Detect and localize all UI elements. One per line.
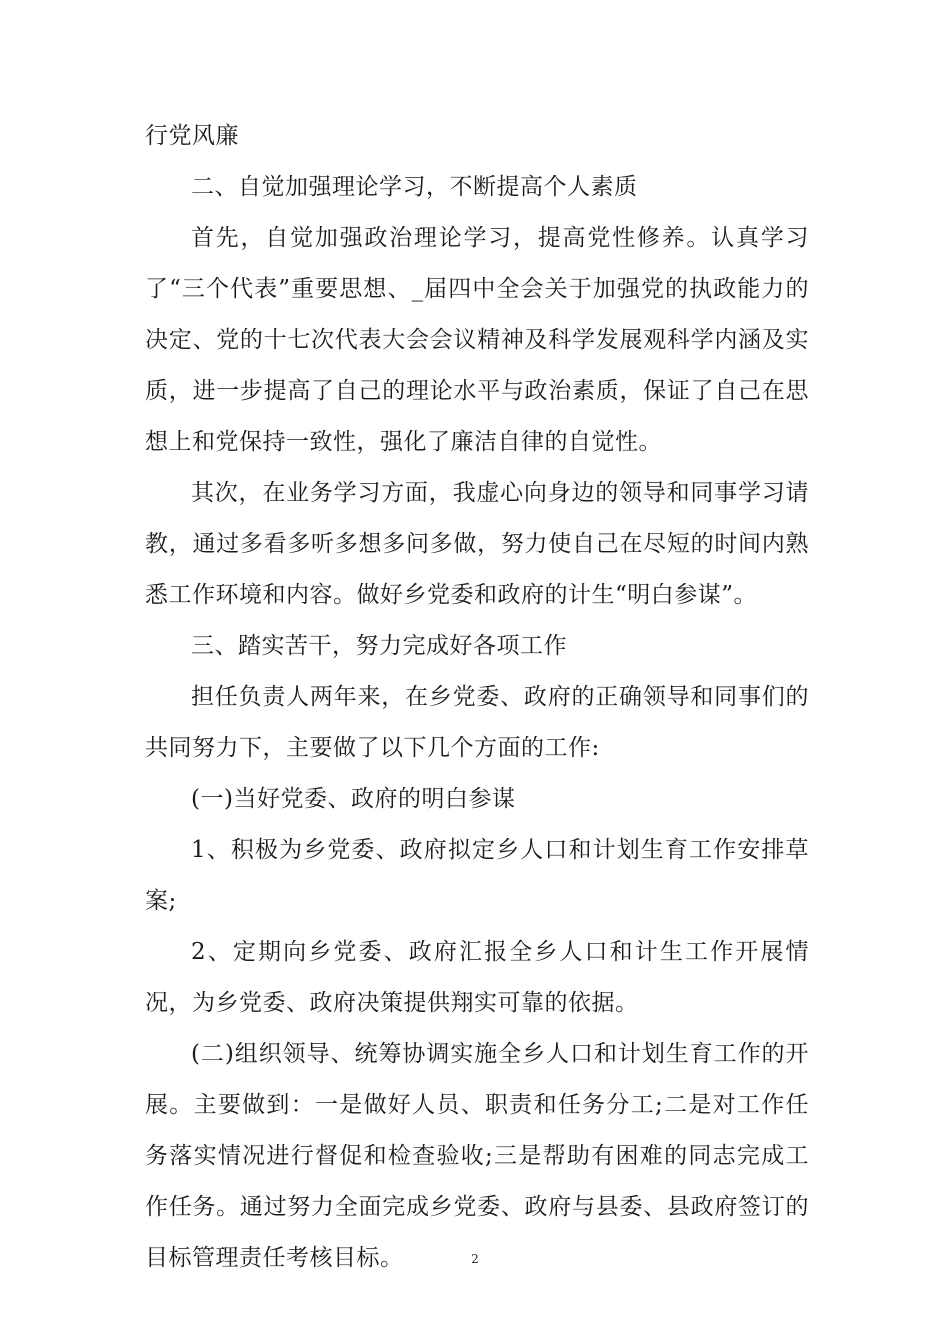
subsection-paragraph-two: (二)组织领导、统筹协调实施全乡人口和计划生育工作的开展。主要做到：一是做好人员、职责和任务分工;二是对工作任务落实情况进行督促和检查验收;三是帮助有困难的同志完成工作任务。通过努力全面完成乡党委、政府与县委、县政府签订的目标管理责任考核目标。 — [145, 1041, 809, 1271]
paragraph-theory-study: 首先，自觉加强政治理论学习，提高党性修养。认真学习了“三个代表”重要思想、_届四中全会关于加强党的执政能力的决定、党的十七次代表大会会议精神及科学发展观科学内涵及实质，进一步提高了自己的理论水平与政治素质，保证了自己在思想上和党保持一致性，强化了廉洁自律的自觉性。 — [145, 225, 809, 455]
list-item-one: 1、积极为乡党委、政府拟定乡人口和计划生育工作安排草案; — [145, 837, 809, 914]
document-body — [145, 111, 809, 1284]
section-heading-two: 二、自觉加强理论学习，不断提高个人素质 — [191, 174, 638, 200]
paragraph-continuation: 行党风廉 — [145, 123, 239, 149]
subsection-heading-one: (一)当好党委、政府的明白参谋 — [191, 786, 516, 812]
paragraph-work-intro: 担任负责人两年来，在乡党委、政府的正确领导和同事们的共同努力下，主要做了以下几个方面的工作: — [145, 684, 809, 761]
list-item-two: 2、定期向乡党委、政府汇报全乡人口和计生工作开展情况，为乡党委、政府决策提供翔实可靠的依据。 — [145, 939, 809, 1016]
section-heading-three: 三、踏实苦干，努力完成好各项工作 — [191, 633, 567, 659]
paragraph-business-study: 其次，在业务学习方面，我虚心向身边的领导和同事学习请教，通过多看多听多想多问多做，努力使自己在尽短的时间内熟悉工作环境和内容。做好乡党委和政府的计生“明白参谋”。 — [145, 480, 809, 608]
page-number: 2 — [471, 1252, 479, 1266]
